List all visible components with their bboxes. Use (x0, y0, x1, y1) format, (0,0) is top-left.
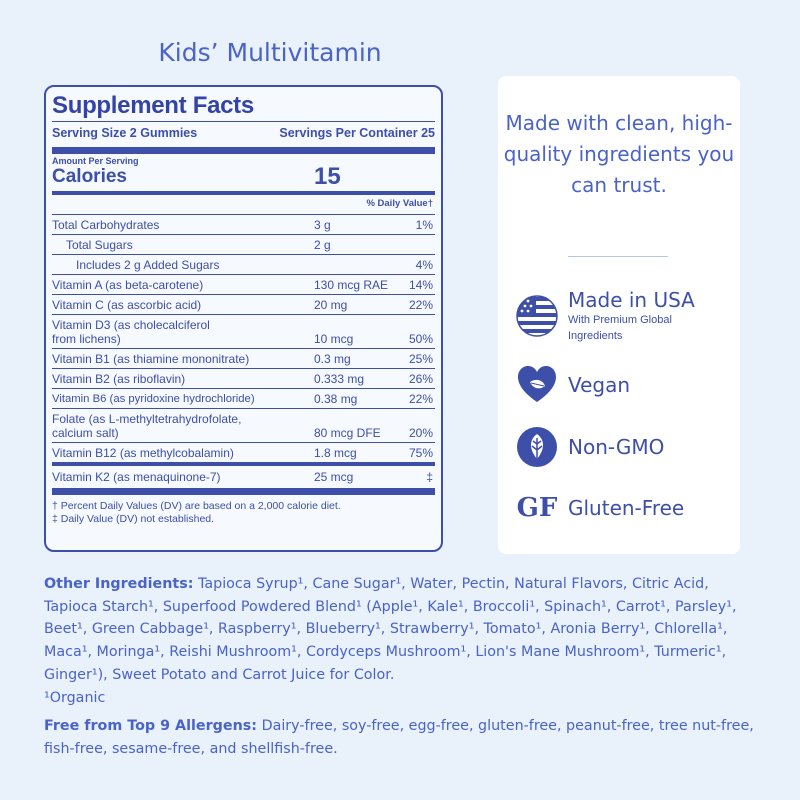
nutrient-amount: 25 mcg (314, 470, 354, 484)
nutrient-amount: 10 mcg (314, 332, 354, 346)
nutrient-name: Vitamin B2 (as riboflavin) (52, 372, 186, 386)
gf-icon: GF (516, 493, 558, 523)
nutrient-name-line1: Vitamin D3 (as cholecalciferol (52, 318, 210, 332)
nutrient-amount: 130 mcg RAE (314, 278, 389, 292)
nutrient-amount: 0.333 mg (314, 372, 365, 386)
other-ingredients-label: Other Ingredients: (44, 576, 194, 592)
nutrient-row (52, 214, 435, 234)
other-ingredients-text: Tapioca Syrup¹, Cane Sugar¹, Water, Pectin, Natural Flavors, Citric Acid, Tapioca Starch¹, Superfood Powdered Blend¹ (Apple¹, Kale¹, Broccoli¹, Spinach¹, Carrot¹, Parsley¹, Beet¹, Green Cabbage¹, Raspberry¹, Blueberry¹, Strawberry¹, Tomato¹, Aronia Berry¹, Chlorella¹, Maca¹, Moringa¹, Reishi Mushroom¹, Cordyceps Mushroom¹, Lion's Mane Mushroom¹, Turmeric¹, Ginger¹), Sweet Potato and Carrot Juice for Color. (44, 576, 737, 683)
product-title: Kids’ Multivitamin (158, 38, 382, 67)
feature-sub1: With Premium Global (568, 314, 672, 326)
nutrient-amount: 3 g (314, 218, 331, 232)
footnote-not-established: ‡ Daily Value (DV) not established. (52, 513, 215, 525)
nutrient-amount: 2 g (314, 238, 331, 252)
other-ingredients (44, 573, 764, 709)
organic-note: ¹Organic (44, 689, 106, 706)
nutrient-dv: 25% (408, 352, 433, 366)
amount-per-serving: Amount Per Serving (52, 156, 139, 166)
feature-vegan (516, 364, 630, 406)
allergens (44, 715, 764, 760)
nutrient-row (52, 408, 435, 442)
nutrient-amount: 0.3 mg (314, 352, 351, 366)
heart-leaf-icon (516, 364, 558, 406)
claims-card (498, 76, 740, 554)
feature-label: Gluten-Free (568, 496, 685, 520)
dv-header: % Daily Value† (366, 198, 433, 209)
nutrient-amount: 0.38 mg (314, 392, 358, 406)
serving-size: Serving Size 2 Gummies (52, 126, 198, 140)
allergens-label: Free from Top 9 Allergens: (44, 718, 258, 734)
footnotes (52, 500, 435, 526)
feature-gluten-free (516, 487, 684, 529)
nutrient-name: Vitamin B12 (as methylcobalamin) (52, 446, 234, 460)
nutrient-name: Vitamin K2 (as menaquinone-7) (52, 470, 221, 484)
footnote-dv: † Percent Daily Values (DV) are based on a 2,000 calorie diet. (52, 500, 341, 512)
calories-row (52, 163, 435, 190)
nutrient-row (52, 234, 435, 254)
nutrient-name: Vitamin B1 (as thiamine mononitrate) (52, 352, 250, 366)
nutrient-dv: 1% (415, 218, 433, 232)
nutrient-name (52, 412, 314, 440)
supplement-facts-panel (44, 85, 443, 552)
tagline: Made with clean, high-quality ingredients you can trust. (503, 111, 735, 197)
feature-label: Made in USA (568, 288, 695, 312)
nutrient-row (52, 254, 435, 274)
nutrient-dv: 22% (408, 298, 433, 312)
us-flag-icon (516, 295, 558, 337)
nutrient-name: Total Carbohydrates (52, 218, 160, 232)
allergens-text: Dairy-free, soy-free, egg-free, gluten-free, peanut-free, tree nut-free, fish-free, sesame-free, and shellfish-free. (44, 718, 754, 757)
nutrient-dv: 50% (408, 332, 433, 346)
feature-label: Non-GMO (568, 435, 665, 459)
divider-thick-bottom (52, 488, 435, 495)
nutrient-dv: 4% (415, 258, 433, 272)
facts-heading: Supplement Facts (52, 92, 254, 119)
nutrient-dv: 26% (408, 372, 433, 386)
nutrient-row (52, 348, 435, 368)
nutrient-dv: 14% (408, 278, 433, 292)
nutrient-name: Includes 2 g Added Sugars (76, 258, 220, 272)
nutrient-row (52, 274, 435, 294)
nutrient-amount: 20 mg (314, 298, 348, 312)
calories-value: 15 (314, 163, 341, 190)
nutrient-amount: 1.8 mcg (314, 446, 357, 460)
nutrient-row (52, 462, 435, 486)
divider-thick (52, 147, 435, 154)
nutrient-name: Vitamin B6 (as pyridoxine hydrochloride) (52, 393, 255, 405)
nutrient-row (52, 388, 435, 408)
nutrient-row (52, 314, 435, 348)
servings-per-container: Servings Per Container 25 (279, 126, 435, 140)
nutrient-name (52, 318, 314, 346)
feature-sub2: Ingredients (568, 330, 623, 342)
nutrient-row (52, 294, 435, 314)
nutrient-dv: 75% (408, 446, 433, 460)
feature-text (558, 288, 695, 344)
nutrient-name-line2: calcium salt) (52, 426, 119, 440)
nutrient-dv: ‡ (426, 470, 433, 484)
nutrient-name: Vitamin A (as beta-carotene) (52, 278, 204, 292)
card-divider (568, 256, 668, 257)
feature-non-gmo (516, 426, 664, 468)
leaf-badge-icon (516, 426, 558, 468)
calories-label: Calories (52, 166, 127, 187)
feature-made-in-usa (516, 288, 695, 344)
nutrient-name: Total Sugars (66, 238, 133, 252)
nutrient-amount: 80 mcg DFE (314, 426, 381, 440)
nutrient-row (52, 368, 435, 388)
nutrient-name-line1: Folate (as L-methyltetrahydrofolate, (52, 412, 242, 426)
nutrient-name: Vitamin C (as ascorbic acid) (52, 298, 202, 312)
nutrient-dv: 22% (408, 392, 433, 406)
nutrient-name-line2: from lichens) (52, 332, 121, 346)
nutrient-dv: 20% (408, 426, 433, 440)
serving-info (52, 121, 435, 141)
nutrient-row (52, 442, 435, 462)
feature-label: Vegan (568, 373, 631, 397)
